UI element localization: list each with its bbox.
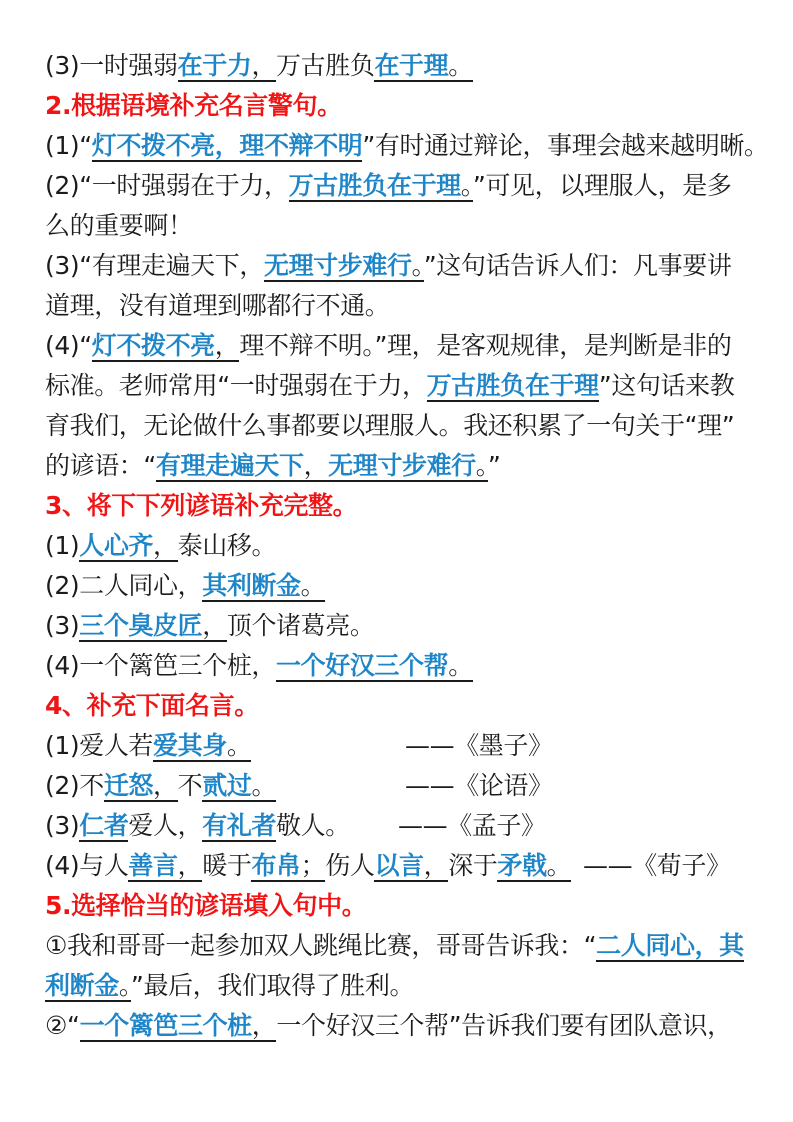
worksheet-line-continuation [45,366,793,406]
worksheet-line [45,806,793,846]
text-run: 么的重要啊！ [45,211,193,240]
answer-blank: 万古胜负在于理 [426,371,599,400]
worksheet-line [45,166,793,206]
worksheet-line [45,246,793,286]
worksheet-line [45,126,793,166]
section-header [45,486,793,526]
text-run: 敬人。 [276,811,350,840]
section-header [45,86,793,126]
text-run: 泰山移。 [177,531,277,560]
source-attribution: ——《论语》 [405,771,553,800]
text-run: ”最后，我们取得了胜利。 [130,971,415,1000]
answer-blank: 善言 [128,851,178,880]
answer-blank: 无理寸步难行 [263,251,412,280]
text-run: (4)一个篱笆三个桩， [45,651,277,680]
text-run: (1)爱人若 [45,731,154,760]
text-run: (4)“ [45,331,92,360]
text-run: 标准。老师常用“一时强弱在于力， [45,371,427,400]
underlined-punctuation: ， [214,331,240,360]
answer-blank: 其利断金 [202,571,301,600]
answer-blank: 二人同心，其 [596,931,744,960]
worksheet-line-continuation [45,446,793,486]
underlined-punctuation: 。 [411,251,424,280]
source-attribution: ——《孟子》 [398,811,546,840]
text-run: (3)“有理走遍天下， [45,251,264,280]
worksheet-line [45,646,793,686]
text-run: (2)不 [45,771,104,800]
underlined-punctuation: ， [303,451,329,480]
underlined-punctuation: 。 [226,731,252,760]
worksheet-line [45,46,793,86]
text-run: 伤人 [325,851,375,880]
text-run: ” [487,451,501,480]
answer-blank: 人心齐 [79,531,154,560]
worksheet-line [45,726,793,766]
underlined-punctuation: ， [153,531,178,560]
text-run: (1) [45,531,80,560]
worksheet-line-continuation [45,286,793,326]
answer-blank: 灯不拨不亮，理不辩不明 [91,131,363,160]
worksheet-line-continuation [45,206,793,246]
text-run: 的谚语：“ [45,451,156,480]
text-run: ②“ [45,1011,80,1040]
worksheet-line [45,846,793,886]
answer-blank: 爱其身 [153,731,227,760]
answer-blank: 灯不拨不亮 [91,331,215,360]
text-run: (2)二人同心， [45,571,203,600]
text-run: (1)“ [45,131,92,160]
answer-blank: 在于理 [374,51,449,80]
underlined-punctuation: 。 [300,571,326,600]
answer-blank: 以言 [374,851,424,880]
worksheet-line [45,1006,793,1046]
answer-blank: 利断金 [45,971,119,1000]
underlined-punctuation: ， [153,771,178,800]
text-run: 顶个诸葛亮。 [226,611,375,640]
text-run: ”可见，以理服人，是多 [472,171,732,200]
underlined-punctuation: 。 [460,171,473,200]
worksheet-line [45,766,793,806]
source-attribution: ——《墨子》 [405,731,553,760]
section-header [45,886,793,926]
underlined-punctuation: 。 [546,851,572,880]
underlined-punctuation: ， [177,851,203,880]
text-run: (3) [45,611,80,640]
answer-blank: 三个臭皮匠 [79,611,203,640]
underlined-punctuation: ； [300,851,326,880]
text-run: 深于 [448,851,498,880]
text-run: ”有时通过辩论，事理会越来越明晰。 [362,131,769,160]
answer-blank: 在于力 [177,51,252,80]
answer-blank: 一个好汉三个帮 [276,651,449,680]
answer-blank: 万古胜负在于理 [288,171,461,200]
worksheet-line [45,526,793,566]
text-run: (3) [45,811,80,840]
answer-blank: 有礼者 [202,811,277,840]
text-run: ”这句话来教 [598,371,735,400]
worksheet-line [45,606,793,646]
worksheet-line [45,926,793,966]
worksheet-line [45,566,793,606]
text-run: 4、补充下面名言。 [45,691,259,720]
text-run: 暖于 [202,851,252,880]
source-attribution: ——《荀子》 [583,851,731,880]
answer-blank: 布帛 [251,851,301,880]
text-run: 育我们，无论做什么事都要以理服人。我还积累了一句关于“理” [45,411,735,440]
underlined-punctuation: 。 [118,971,131,1000]
answer-blank: 仁者 [79,811,129,840]
answer-blank: 矛戟 [497,851,547,880]
underlined-punctuation: 。 [448,651,473,680]
text-run: 不 [177,771,203,800]
underlined-punctuation: 。 [251,771,277,800]
text-run: 理不辩不明。”理，是客观规律，是判断是非的 [239,331,732,360]
answer-blank: 贰过 [202,771,252,800]
text-run: 5.选择恰当的谚语填入句中。 [45,891,367,920]
underlined-punctuation: 。 [448,51,473,80]
answer-blank: 无理寸步难行 [328,451,476,480]
answer-blank: 有理走遍天下 [155,451,304,480]
underlined-punctuation: ， [202,611,227,640]
text-run: 2.根据语境补充名言警句。 [45,91,342,120]
text-run: 万古胜负 [276,51,375,80]
worksheet-line [45,326,793,366]
section-header [45,686,793,726]
text-run: 3、将下下列谚语补充完整。 [45,491,358,520]
worksheet-line-continuation [45,966,793,1006]
text-run: ①我和哥哥一起参加双人跳绳比赛，哥哥告诉我：“ [45,931,597,960]
text-run: 道理，没有道理到哪都行不通。 [45,291,390,320]
worksheet-line-continuation [45,406,793,446]
underlined-punctuation: ， [251,1011,277,1040]
underlined-punctuation: ， [251,51,277,80]
underlined-punctuation: 。 [475,451,488,480]
text-run: (2)“一时强弱在于力， [45,171,289,200]
answer-blank: 迁怒 [103,771,154,800]
answer-blank: 一个篱笆三个桩 [79,1011,252,1040]
underlined-punctuation: ， [423,851,449,880]
text-run: 一个好汉三个帮”告诉我们要有团队意识， [276,1011,732,1040]
text-run: (3)一时强弱 [45,51,178,80]
text-run: ”这句话告诉人们：凡事要讲 [423,251,732,280]
text-run: (4)与人 [45,851,129,880]
text-run: 爱人， [128,811,203,840]
